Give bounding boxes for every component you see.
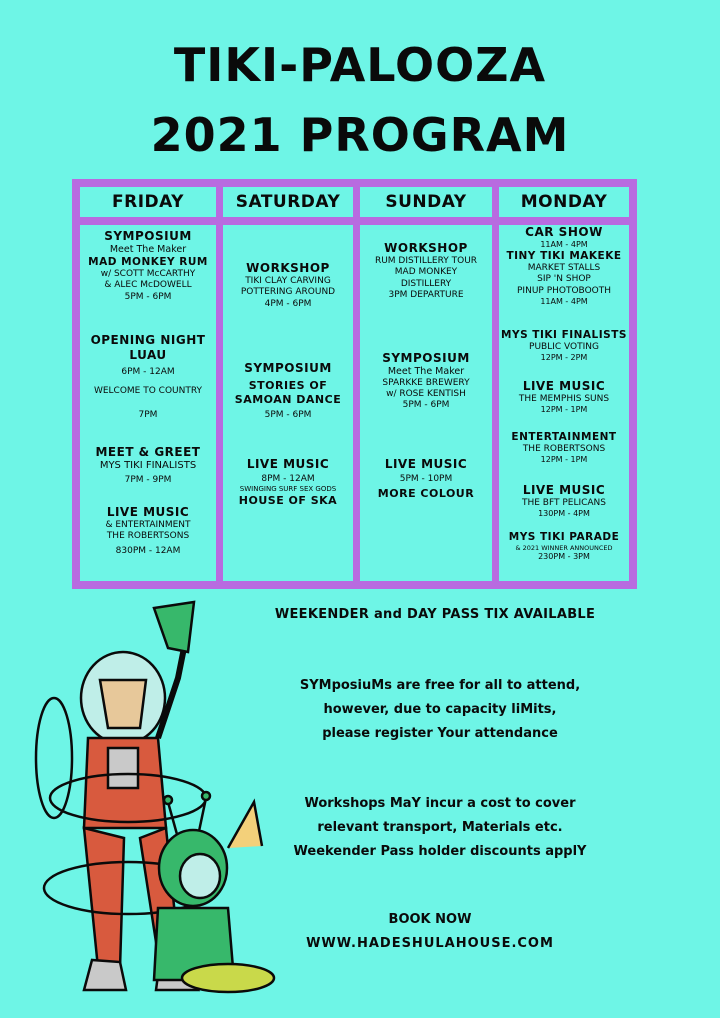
poster-title-line-2: 2021 PROGRAM: [150, 108, 570, 162]
event-saturday-workshop: [223, 261, 353, 310]
day-body-saturday: [223, 225, 353, 581]
event-title: WORKSHOP: [384, 241, 468, 255]
event-title: SYMPOSIUM: [244, 361, 332, 375]
event-line: STORIES OF: [248, 379, 328, 392]
event-line: THE BFT PELICANS: [521, 498, 607, 508]
event-title: WORKSHOP: [246, 261, 330, 275]
event-title: LIVE MUSIC: [384, 457, 468, 471]
event-line: 6PM - 12AM: [121, 367, 175, 377]
event-saturday-live-music: [223, 457, 353, 508]
event-title: LIVE MUSIC: [522, 379, 606, 393]
event-line: LUAU: [129, 348, 167, 362]
event-title: SYMPOSIUM: [382, 351, 470, 365]
event-line: HOUSE OF SKA: [238, 494, 338, 507]
event-monday-parade: [499, 531, 629, 562]
event-line: 830PM - 12AM: [115, 545, 181, 556]
day-header-saturday: SATURDAY: [223, 187, 353, 217]
event-title: LIVE MUSIC: [246, 457, 330, 471]
symposium-note-line: SYMposiuMs are free for all to attend,: [299, 678, 581, 693]
event-line: WELCOME TO COUNTRY: [93, 386, 203, 397]
event-line: MORE COLOUR: [377, 487, 475, 501]
event-line: 3PM DEPARTURE: [388, 289, 464, 300]
event-line: THE ROBERTSONS: [106, 531, 190, 542]
event-line: & ALEC McDOWELL: [104, 280, 192, 291]
event-line: MAD MONKEY: [394, 267, 458, 278]
event-line: 5PM - 10PM: [399, 474, 453, 484]
event-title: SYMPOSIUM: [104, 229, 192, 243]
event-line: 5PM - 6PM: [264, 409, 312, 420]
event-line: 7PM: [138, 409, 158, 420]
day-column-friday: [80, 187, 216, 581]
event-line: & ENTERTAINMENT: [105, 520, 191, 530]
event-line: POTTERING AROUND: [240, 287, 336, 298]
event-line: TIKI CLAY CARVING: [245, 276, 331, 286]
event-monday-finalists: [499, 329, 629, 363]
event-line: 11AM - 4PM: [540, 240, 588, 249]
event-line: 12PM - 1PM: [540, 455, 588, 465]
symposium-note-line: however, due to capacity liMits,: [323, 702, 557, 717]
event-line: SIP 'N SHOP: [537, 274, 591, 285]
event-line: PUBLIC VOTING: [529, 342, 599, 353]
event-title: LIVE MUSIC: [106, 505, 190, 519]
event-line: Meet The Maker: [109, 244, 187, 255]
workshop-note-line: relevant transport, Materials etc.: [317, 820, 563, 835]
poster-title-line-1: TIKI-PALOOZA: [173, 38, 547, 92]
retro-spaceman-illustration: [28, 588, 288, 1008]
event-line: 12PM - 2PM: [540, 353, 588, 363]
event-monday-entertainment: [499, 431, 629, 465]
day-header-friday: FRIDAY: [80, 187, 216, 217]
day-column-sunday: [360, 187, 492, 581]
event-sunday-live-music: [360, 457, 492, 501]
event-friday-live-music: [80, 505, 216, 557]
day-column-monday: [499, 187, 629, 581]
day-body-monday: [499, 225, 629, 581]
event-line: & 2021 WINNER ANNOUNCED: [515, 544, 613, 553]
event-line: 8PM - 12AM: [261, 474, 315, 484]
book-now-label: BOOK NOW: [388, 912, 472, 927]
symposium-note: [250, 674, 630, 746]
event-line: TINY TIKI MAKEKE: [506, 250, 622, 262]
event-line: 5PM - 6PM: [124, 291, 172, 302]
event-sunday-symposium: [360, 351, 492, 412]
event-monday-live-music-2: [499, 483, 629, 519]
event-line: 130PM - 4PM: [538, 509, 590, 519]
workshop-note: [250, 792, 630, 864]
event-line: SPARKKE BREWERY: [382, 377, 470, 388]
event-title: MYS TIKI FINALISTS: [501, 329, 627, 341]
event-title: OPENING NIGHT: [90, 333, 206, 347]
event-line: MAD MONKEY RUM: [88, 255, 208, 268]
event-line: THE ROBERTSONS: [522, 444, 606, 455]
website-link[interactable]: WWW.HADESHULAHOUSE.COM: [306, 936, 554, 951]
event-line: 4PM - 6PM: [264, 298, 312, 309]
event-monday-car-show: [499, 225, 629, 307]
event-friday-meet-greet: [80, 445, 216, 486]
day-body-sunday: [360, 225, 492, 581]
event-line: THE MEMPHIS SUNS: [518, 394, 610, 404]
event-line: w/ SCOTT McCARTHY: [100, 269, 196, 279]
event-title: CAR SHOW: [525, 225, 603, 239]
event-line: RUM DISTILLERY TOUR: [374, 256, 478, 266]
event-friday-symposium: [80, 229, 216, 303]
event-line: 12PM - 1PM: [540, 405, 588, 415]
symposium-note-line: please register Your attendance: [322, 726, 558, 741]
event-title: MYS TIKI PARADE: [508, 531, 620, 543]
event-line: SWINGING SURF SEX GODS: [239, 485, 337, 494]
day-header-monday: MONDAY: [499, 187, 629, 217]
event-line: SAMOAN DANCE: [234, 392, 342, 406]
event-line: MYS TIKI FINALISTS: [99, 460, 197, 471]
event-friday-opening-night: [80, 333, 216, 421]
event-title: MEET & GREET: [95, 445, 201, 459]
event-sunday-workshop: [360, 241, 492, 301]
pass-availability-note: WEEKENDER and DAY PASS TIX AVAILABLE: [274, 607, 596, 622]
event-line: MARKET STALLS: [527, 263, 601, 274]
event-saturday-symposium: [223, 361, 353, 421]
booking-info: [280, 908, 580, 956]
event-line: 11AM - 4PM: [540, 296, 588, 306]
event-line: PINUP PHOTOBOOTH: [517, 285, 611, 296]
day-column-saturday: [223, 187, 353, 581]
event-line: 230PM - 3PM: [538, 552, 590, 562]
workshop-note-line: Weekender Pass holder discounts applY: [293, 844, 587, 859]
day-body-friday: [80, 225, 216, 581]
event-title: LIVE MUSIC: [522, 483, 606, 497]
event-monday-live-music-1: [499, 379, 629, 415]
event-line: 7PM - 9PM: [124, 474, 172, 485]
program-grid: [72, 179, 637, 589]
day-header-sunday: SUNDAY: [360, 187, 492, 217]
event-line: 5PM - 6PM: [402, 400, 450, 411]
workshop-note-line: Workshops MaY incur a cost to cover: [304, 796, 576, 811]
event-title: ENTERTAINMENT: [511, 431, 617, 443]
event-line: Meet The Maker: [387, 366, 465, 377]
event-line: w/ ROSE KENTISH: [386, 389, 466, 400]
event-line: DISTILLERY: [400, 278, 452, 289]
